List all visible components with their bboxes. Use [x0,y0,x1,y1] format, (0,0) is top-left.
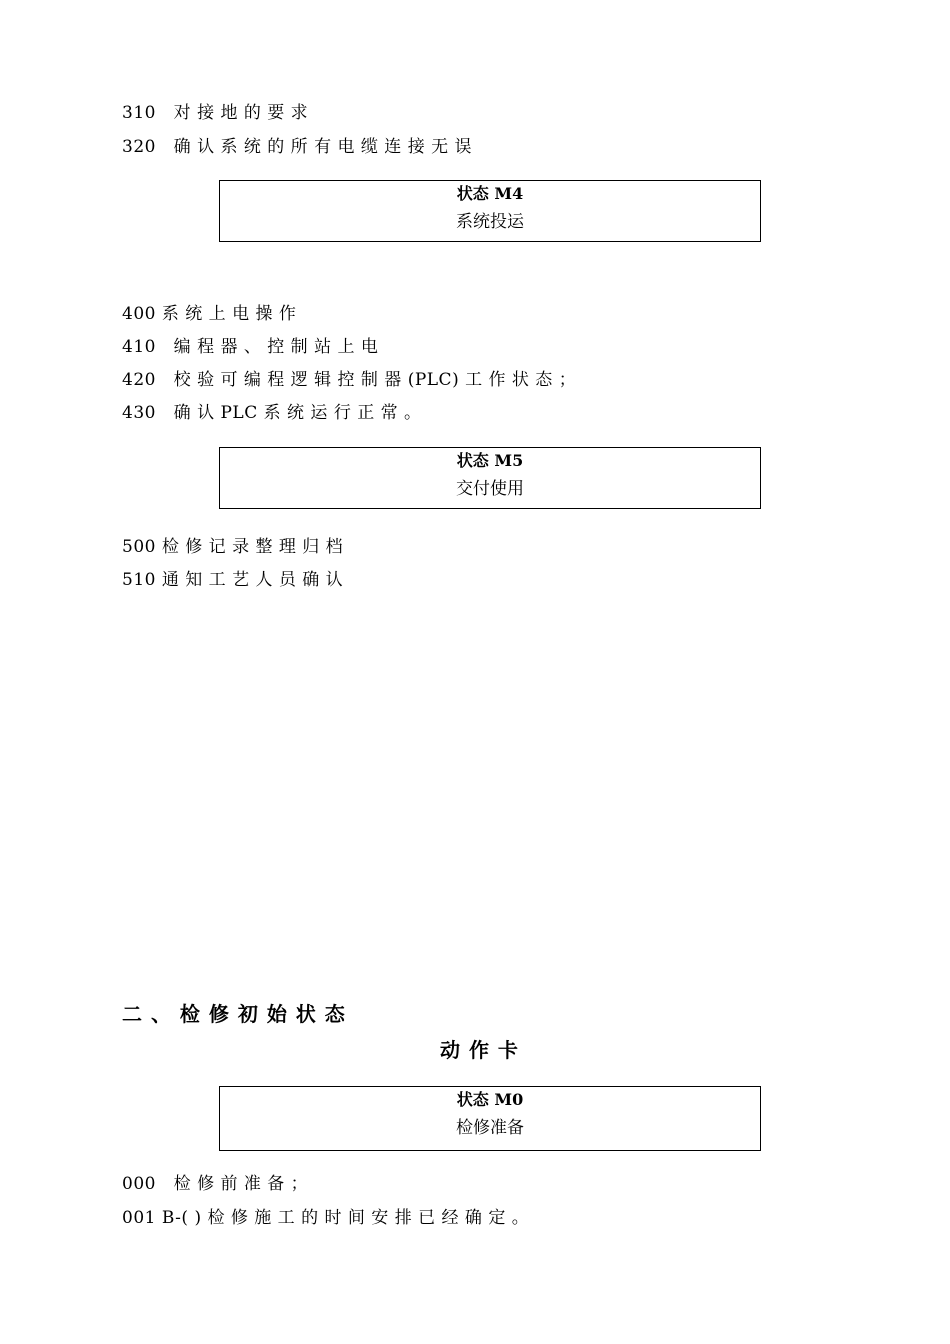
state-title: 状态 M5 [456,451,524,470]
state-title: 状态 M4 [456,184,524,203]
line-320: 320 确 认 系 统 的 所 有 电 缆 连 接 无 误 [122,137,473,157]
state-desc: 检修准备 [456,1118,524,1138]
line-400: 400 系 统 上 电 操 作 [122,304,297,324]
line-310: 310 对 接 地 的 要 求 [122,103,309,123]
state-box-m0 [219,1086,761,1151]
state-box-m4 [219,180,761,242]
state-desc: 交付使用 [456,479,524,499]
line-510: 510 通 知 工 艺 人 员 确 认 [122,570,344,590]
state-box-m5 [219,447,761,509]
line-420: 420 校 验 可 编 程 逻 辑 控 制 器 (PLC) 工 作 状 态 ； [122,370,577,390]
card-title: 动 作 卡 [440,1038,519,1062]
state-desc: 系统投运 [456,212,524,232]
line-410: 410 编 程 器 、 控 制 站 上 电 [122,337,379,357]
section-heading: 二 、 检 修 初 始 状 态 [122,1002,346,1026]
line-500: 500 检 修 记 录 整 理 归 档 [122,537,344,557]
line-000: 000 检 修 前 准 备 ； [122,1174,309,1194]
line-001: 001 B-( ) 检 修 施 工 的 时 间 安 排 已 经 确 定 。 [122,1208,530,1228]
state-title: 状态 M0 [456,1090,524,1109]
line-430: 430 确 认 PLC 系 统 运 行 正 常 。 [122,403,422,423]
